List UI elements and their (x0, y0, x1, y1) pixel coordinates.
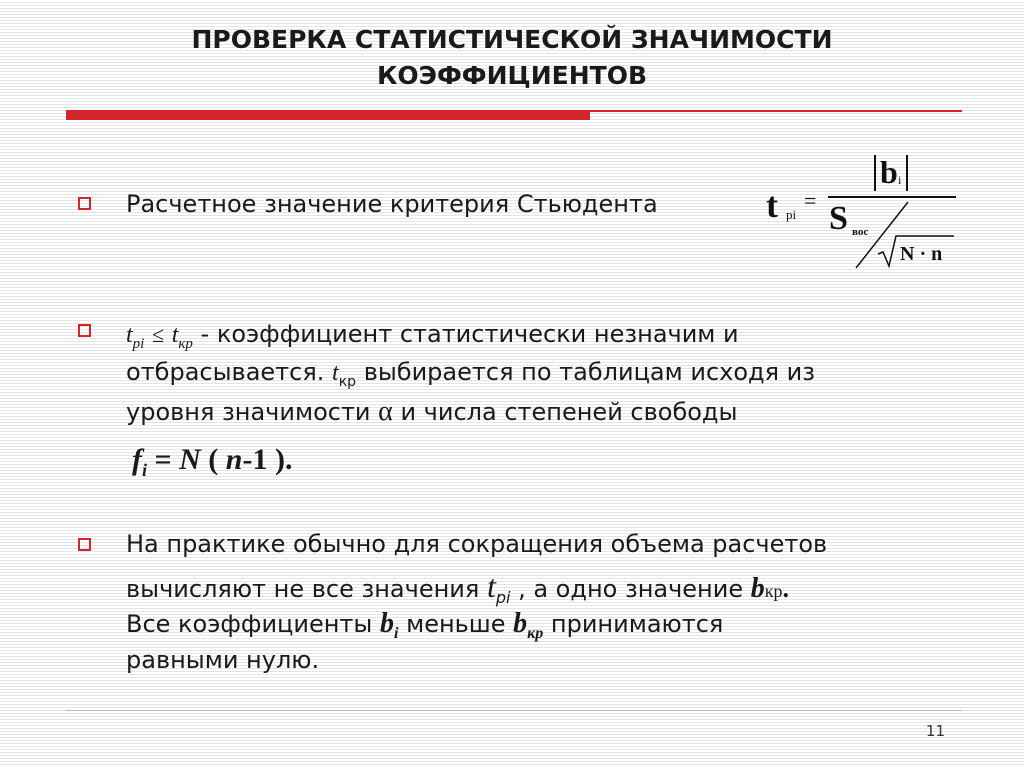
formula-t-subscript: pi (786, 207, 797, 222)
dof-f: f (132, 443, 142, 476)
bullet-2-line3-b: и числа степеней свободы (392, 398, 738, 426)
bullet-2-line2-a: отбрасывается. (126, 358, 333, 386)
bullet-3-line2 (126, 568, 789, 607)
bullet-3-line2-b: , а одно значение (510, 575, 751, 603)
dof-paren: ( (200, 443, 226, 476)
line2-t-subscript: кр (338, 373, 357, 390)
bullet-2-line3 (126, 396, 737, 428)
cond-t-symbol: t (126, 322, 133, 348)
formula-denominator-subscript: вос (852, 226, 869, 238)
hollow-square-bullet-icon (78, 324, 91, 337)
footer-divider (66, 710, 962, 711)
cond-t-subscript: pi (132, 335, 145, 352)
degrees-of-freedom-formula (132, 442, 292, 481)
hollow-square-bullet-icon (78, 538, 91, 551)
line3-bi-subscript: i (394, 624, 399, 642)
formula-numerator-b: b (880, 154, 898, 190)
bullet-2-line1-rest: - коэффициент статистически незначим и (192, 320, 739, 348)
bullet-2-line2-b: выбирается по таблицам исходя из (356, 358, 816, 386)
line3-bi-symbol: b (380, 608, 394, 639)
line3-bkr-subscript: кр (527, 624, 544, 642)
formula-equals: = (804, 188, 817, 213)
dof-subscript: i (142, 460, 148, 480)
cond-leq: ≤ (151, 322, 165, 347)
title-underline-thick (66, 110, 590, 120)
bullet-1-text: Расчетное значение критерия Стьюдента (126, 190, 658, 218)
line3-bkr-symbol: b (513, 608, 528, 639)
formula-numerator-subscript: i (898, 173, 902, 187)
bullet-3-line4: равными нулю. (126, 646, 320, 674)
slide-title (0, 22, 1024, 94)
line2-tpi-subscript: pi (495, 587, 511, 607)
abs-bar-right (906, 155, 908, 191)
cond-tkr-subscript: кр (178, 335, 193, 352)
bullet-3-line3-c: принимаются (543, 610, 724, 638)
dof-N: N (179, 443, 201, 476)
bullet-3-line3-b: меньше (398, 610, 514, 638)
title-underline-thin (590, 110, 962, 112)
bullet-2-line2 (126, 358, 815, 390)
line2-t-symbol: t (332, 360, 339, 386)
bullet-3-line3-a: Все коэффициенты (126, 610, 380, 638)
bullet-3-line2-a: вычисляют не все значения (126, 575, 487, 603)
dof-eq: = (147, 443, 180, 476)
formula-root-content: N · n (900, 243, 943, 265)
line2-tpi-symbol: t (486, 568, 496, 604)
line2-bkr-subscript: кр (764, 581, 783, 601)
line2-period: . (782, 574, 789, 603)
formula-denominator-S: S (829, 200, 848, 237)
dof-rest: -1 ). (242, 443, 293, 476)
alpha-symbol: α (378, 396, 393, 427)
slide-title-line2: КОЭФФИЦИЕНТОВ (376, 61, 648, 90)
abs-bar-left (874, 155, 876, 191)
hollow-square-bullet-icon (78, 197, 91, 210)
bullet-3-line1: На практике обычно для сокращения объема расчетов (126, 530, 828, 558)
page-number: 11 (925, 722, 945, 740)
dof-n: n (225, 443, 243, 476)
formula-t-symbol: t (766, 185, 778, 225)
bullet-2-line3-a: уровня значимости (126, 398, 379, 426)
line2-bkr-symbol: b (750, 573, 765, 604)
bullet-2-line1 (126, 320, 739, 353)
slide-title-line1: ПРОВЕРКА СТАТИСТИЧЕСКОЙ ЗНАЧИМОСТИ (191, 25, 833, 54)
cond-tkr-symbol: t (171, 322, 179, 348)
bullet-3-line3 (126, 608, 723, 643)
